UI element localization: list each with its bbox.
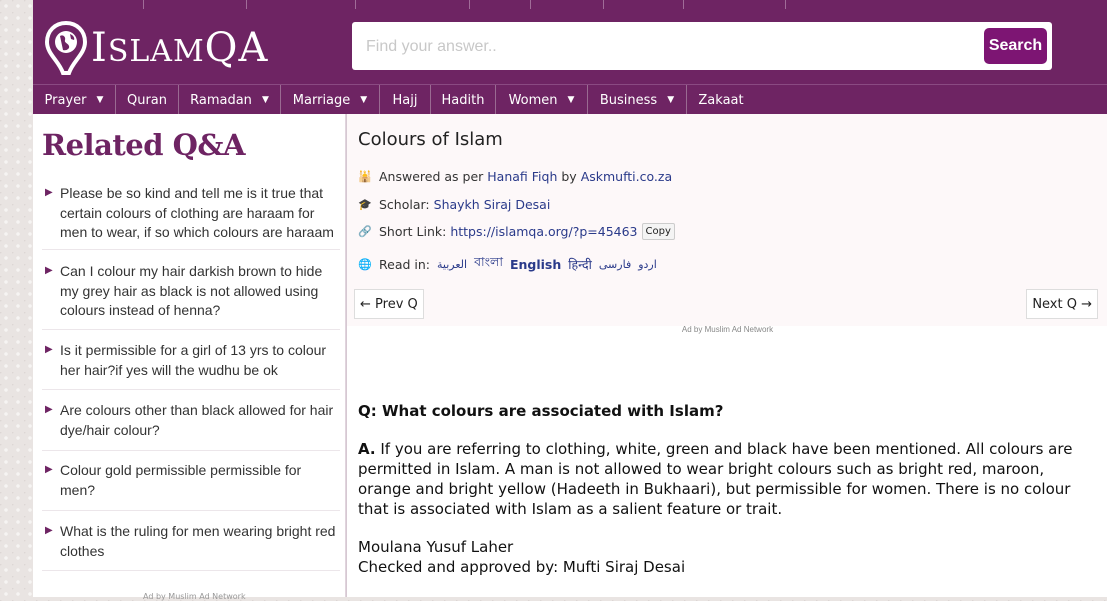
- language-bengali-link[interactable]: বাংলা: [474, 254, 503, 269]
- answer-body: [358, 401, 1098, 577]
- caret-down-icon: ▼: [667, 95, 675, 105]
- nav-item-hadith[interactable]: Hadith: [431, 85, 496, 115]
- triangle-bullet-icon: ▶: [45, 404, 53, 415]
- caret-down-icon: ▼: [261, 95, 269, 105]
- language-arabic-link[interactable]: العربية: [437, 257, 468, 271]
- related-item[interactable]: ▶ Are colours other than black allowed for hair dye/hair colour?: [42, 401, 340, 451]
- checked-by: Checked and approved by: Mufti Siraj Desai: [358, 558, 686, 576]
- question-text: Q: What colours are associated with Islam?: [358, 402, 724, 420]
- site-logo[interactable]: [45, 20, 268, 76]
- related-item[interactable]: ▶ Can I colour my hair darkish brown to hide my grey hair as black is not allowed using colours instead of henna?: [42, 262, 340, 330]
- main-nav: [33, 84, 1107, 115]
- caret-down-icon: ▼: [360, 95, 368, 105]
- scholar-row: 🎓 Scholar: Shaykh Siraj Desai: [358, 197, 551, 212]
- related-title: Related Q&A: [42, 128, 246, 162]
- page-title: Colours of Islam: [358, 129, 503, 150]
- nav-item-business[interactable]: Business ▼: [588, 85, 687, 115]
- sidebar-ad-label: Ad by Muslim Ad Network: [143, 592, 246, 601]
- ad-label: Ad by Muslim Ad Network: [681, 325, 774, 334]
- prev-question-button[interactable]: ← Prev Q: [354, 289, 424, 319]
- signature: [358, 537, 1098, 577]
- nav-item-zakaat[interactable]: Zakaat: [698, 92, 744, 108]
- top-nav-strip: [33, 0, 1107, 9]
- language-hindi-link[interactable]: हिन्दी: [568, 256, 592, 272]
- nav-item-ramadan[interactable]: Ramadan ▼: [179, 85, 281, 115]
- answer-text: A. If you are referring to clothing, white, green and black have been mentioned. All colours are permitted in Islam. A man is not allowed to wear bright colours such as bright red, maroon, orange and bright yellow (Hadeeth in Bukhaari), but permissible for women. There is no colour that is associated with Islam as a salient feature or trait.: [358, 440, 1073, 518]
- triangle-bullet-icon: ▶: [45, 344, 53, 355]
- search-input[interactable]: [364, 22, 968, 72]
- related-item[interactable]: ▶ Is it permissible for a girl of 13 yrs to colour her hair?if yes will the wudhu be ok: [42, 341, 340, 390]
- source-link[interactable]: Askmufti.co.za: [580, 169, 673, 184]
- author-name: Moulana Yusuf Laher: [358, 538, 514, 556]
- language-urdu-link[interactable]: اردو: [638, 257, 657, 271]
- page: [33, 0, 1107, 601]
- search-button[interactable]: Search: [984, 28, 1047, 64]
- masjid-icon: 🕌: [358, 170, 372, 183]
- page-header: [347, 114, 1107, 163]
- fiqh-link[interactable]: Hanafi Fiqh: [487, 169, 558, 184]
- nav-item-hajj[interactable]: Hajj: [380, 85, 431, 115]
- site-header: [33, 9, 1107, 84]
- short-link-row: 🔗 Short Link: https://islamqa.org/?p=45463 Copy: [358, 223, 675, 240]
- meta-panel: [347, 162, 1107, 326]
- scholar-link[interactable]: Shaykh Siraj Desai: [433, 197, 551, 212]
- nav-item-quran[interactable]: Quran: [116, 85, 179, 115]
- language-farsi-link[interactable]: فارسی: [598, 257, 632, 271]
- related-item[interactable]: ▶ Colour gold permissible permissible for men?: [42, 461, 340, 511]
- globe-icon: 🌐: [358, 257, 372, 271]
- nav-item-women[interactable]: Women ▼: [496, 85, 588, 115]
- nav-item-marriage[interactable]: Marriage ▼: [281, 85, 380, 115]
- caret-down-icon: ▼: [96, 95, 104, 105]
- link-icon: 🔗: [358, 225, 372, 238]
- read-in-row: 🌐 Read in: العربية বাংলা English हिन्दी فارسی اردو: [358, 254, 657, 274]
- main-content: [346, 114, 1107, 597]
- triangle-bullet-icon: ▶: [45, 187, 53, 198]
- caret-down-icon: ▼: [567, 95, 575, 105]
- language-english-link[interactable]: English: [509, 256, 562, 272]
- next-question-button[interactable]: Next Q →: [1026, 289, 1098, 319]
- logo-wordmark: ISLAMQA: [91, 25, 269, 71]
- location-pin-globe-icon: [45, 21, 87, 75]
- graduation-cap-icon: 🎓: [358, 198, 372, 211]
- copy-button[interactable]: Copy: [642, 223, 675, 240]
- triangle-bullet-icon: ▶: [45, 525, 53, 536]
- short-link[interactable]: https://islamqa.org/?p=45463: [450, 224, 638, 239]
- related-item[interactable]: ▶ What is the ruling for men wearing bright red clothes: [42, 522, 340, 571]
- nav-item-prayer[interactable]: Prayer ▼: [33, 85, 116, 115]
- triangle-bullet-icon: ▶: [45, 265, 53, 276]
- related-item[interactable]: ▶ Please be so kind and tell me is it true that certain colours of clothing are haraam for men to wear, if so which colours are haraam: [42, 184, 340, 250]
- search-box: [352, 22, 1052, 70]
- answered-row: 🕌 Answered as per Hanafi Fiqh by Askmufti.co.za: [358, 169, 673, 184]
- related-sidebar: [33, 114, 346, 601]
- triangle-bullet-icon: ▶: [45, 464, 53, 475]
